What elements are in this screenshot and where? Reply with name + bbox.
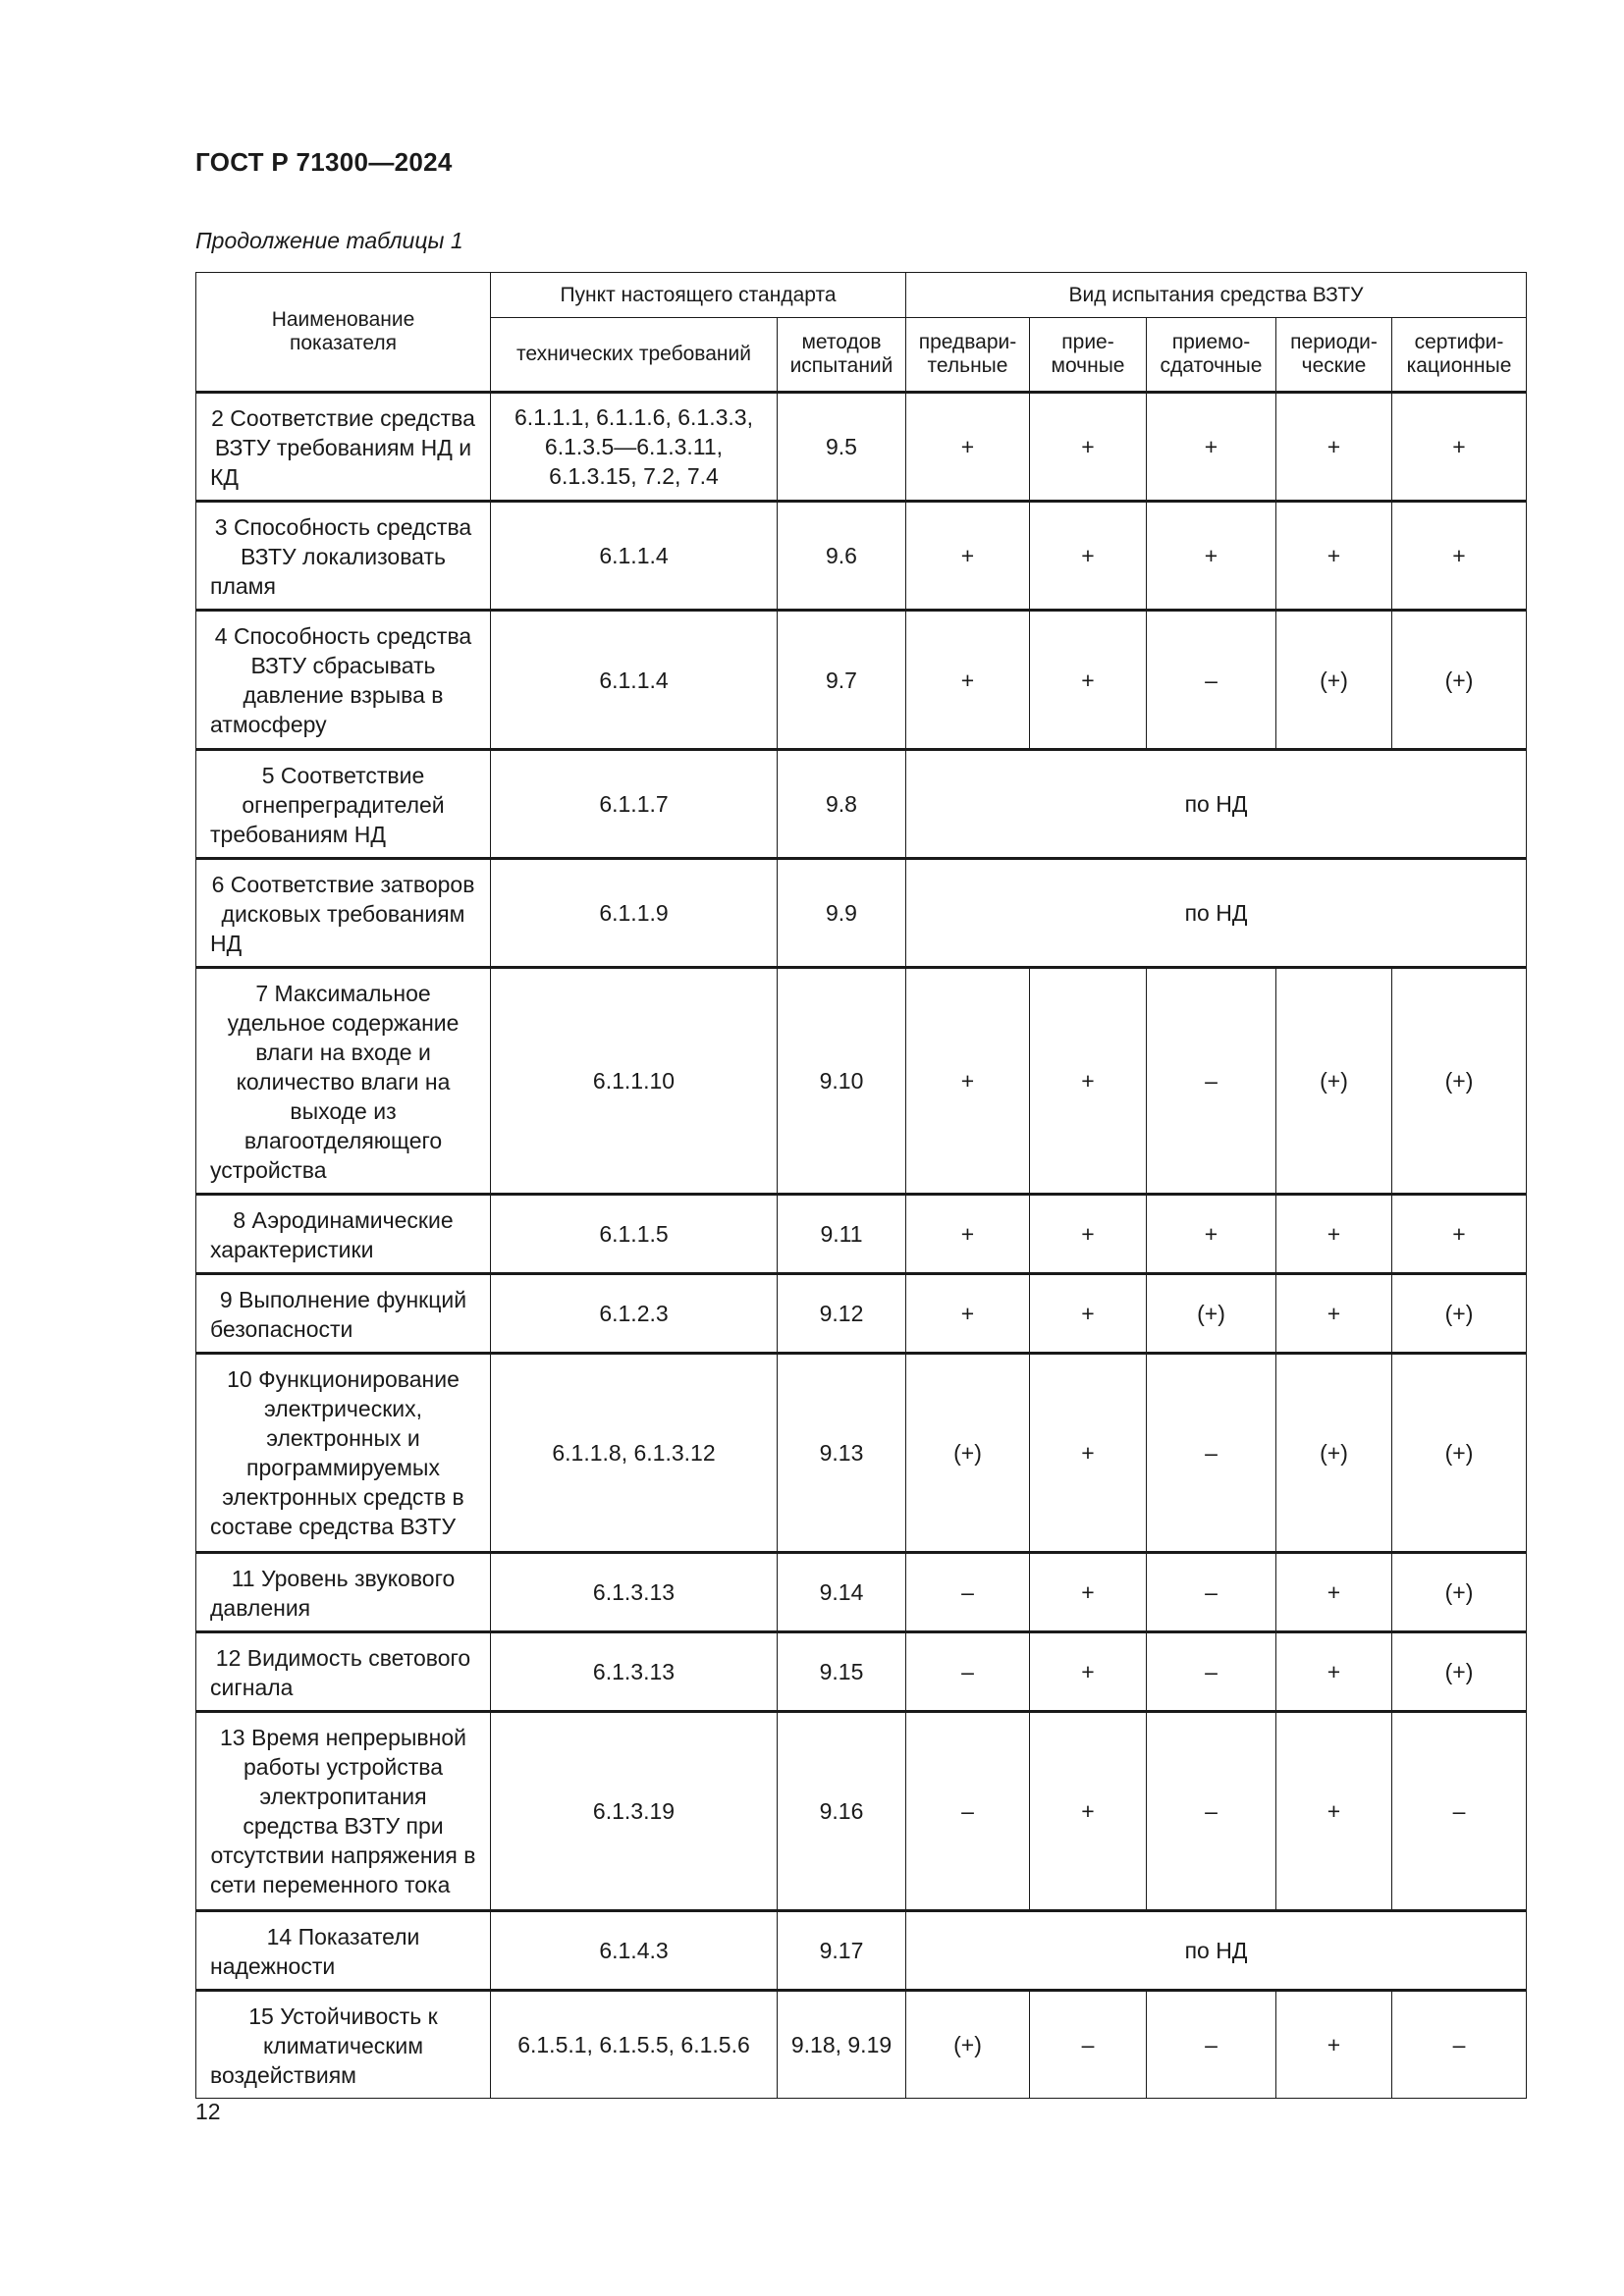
page-number: 12 bbox=[195, 2099, 221, 2124]
test-method-clause: 9.7 bbox=[778, 611, 906, 750]
cell-preliminary: + bbox=[906, 611, 1030, 750]
table-row bbox=[196, 968, 1527, 1195]
test-method-clause: 9.12 bbox=[778, 1274, 906, 1354]
cell-preliminary: + bbox=[906, 968, 1030, 1195]
header-indicator-name: Наименование показателя bbox=[196, 273, 491, 393]
per-nd-note: по НД bbox=[906, 750, 1527, 859]
table-row bbox=[196, 1274, 1527, 1354]
cell-delivery: – bbox=[1147, 1991, 1276, 2099]
cell-periodic: (+) bbox=[1276, 1354, 1392, 1553]
cell-delivery: – bbox=[1147, 1712, 1276, 1911]
cell-delivery: – bbox=[1147, 1354, 1276, 1553]
tech-req-clause: 6.1.3.13 bbox=[491, 1632, 778, 1712]
cell-acceptance: + bbox=[1030, 1354, 1147, 1553]
indicator-name: 9 Выполнение функций безопасности bbox=[196, 1274, 491, 1354]
cell-certification: – bbox=[1392, 1991, 1527, 2099]
cell-delivery: + bbox=[1147, 1195, 1276, 1274]
cell-delivery: – bbox=[1147, 1553, 1276, 1632]
cell-delivery: (+) bbox=[1147, 1274, 1276, 1354]
test-method-clause: 9.5 bbox=[778, 393, 906, 502]
header-tech-requirements: технических требований bbox=[491, 318, 778, 393]
cell-preliminary: + bbox=[906, 502, 1030, 611]
indicator-name: 12 Видимость светового сигнала bbox=[196, 1632, 491, 1712]
cell-preliminary: – bbox=[906, 1712, 1030, 1911]
tech-req-clause: 6.1.1.5 bbox=[491, 1195, 778, 1274]
cell-certification: + bbox=[1392, 502, 1527, 611]
header-periodic: периоди-ческие bbox=[1276, 318, 1392, 393]
cell-acceptance: – bbox=[1030, 1991, 1147, 2099]
tech-req-clause: 6.1.1.9 bbox=[491, 859, 778, 968]
test-method-clause: 9.9 bbox=[778, 859, 906, 968]
indicator-name: 11 Уровень звукового давления bbox=[196, 1553, 491, 1632]
cell-periodic: + bbox=[1276, 1274, 1392, 1354]
cell-periodic: + bbox=[1276, 1195, 1392, 1274]
test-method-clause: 9.10 bbox=[778, 968, 906, 1195]
indicator-name: 6 Соответствие затворов дисковых требованиям НД bbox=[196, 859, 491, 968]
header-certification: сертифи-кационные bbox=[1392, 318, 1527, 393]
cell-periodic: + bbox=[1276, 502, 1392, 611]
cell-periodic: + bbox=[1276, 1991, 1392, 2099]
table-row bbox=[196, 502, 1527, 611]
cell-certification: + bbox=[1392, 1195, 1527, 1274]
cell-certification: (+) bbox=[1392, 968, 1527, 1195]
cell-acceptance: + bbox=[1030, 1712, 1147, 1911]
tech-req-clause: 6.1.2.3 bbox=[491, 1274, 778, 1354]
cell-acceptance: + bbox=[1030, 611, 1147, 750]
header-preliminary: предвари-тельные bbox=[906, 318, 1030, 393]
test-method-clause: 9.13 bbox=[778, 1354, 906, 1553]
cell-preliminary: + bbox=[906, 1274, 1030, 1354]
table-row bbox=[196, 611, 1527, 750]
tech-req-clause: 6.1.4.3 bbox=[491, 1911, 778, 1991]
indicator-name: 4 Способность средства ВЗТУ сбрасывать давление взрыва в атмосферу bbox=[196, 611, 491, 750]
cell-certification: (+) bbox=[1392, 1354, 1527, 1553]
cell-certification: (+) bbox=[1392, 1553, 1527, 1632]
cell-acceptance: + bbox=[1030, 968, 1147, 1195]
cell-acceptance: + bbox=[1030, 393, 1147, 502]
cell-acceptance: + bbox=[1030, 1632, 1147, 1712]
test-method-clause: 9.6 bbox=[778, 502, 906, 611]
cell-delivery: – bbox=[1147, 968, 1276, 1195]
table-row bbox=[196, 750, 1527, 859]
test-method-clause: 9.8 bbox=[778, 750, 906, 859]
test-method-clause: 9.14 bbox=[778, 1553, 906, 1632]
tech-req-clause: 6.1.1.4 bbox=[491, 502, 778, 611]
table-row bbox=[196, 1991, 1527, 2099]
cell-periodic: (+) bbox=[1276, 968, 1392, 1195]
header-test-group: Вид испытания средства ВЗТУ bbox=[906, 273, 1527, 318]
test-method-clause: 9.11 bbox=[778, 1195, 906, 1274]
indicator-name: 15 Устойчивость к климатическим воздействиям bbox=[196, 1991, 491, 2099]
tech-req-clause: 6.1.1.7 bbox=[491, 750, 778, 859]
indicator-name: 5 Соответствие огнепреградителей требованиям НД bbox=[196, 750, 491, 859]
header-delivery: приемо-сдаточные bbox=[1147, 318, 1276, 393]
table-row bbox=[196, 859, 1527, 968]
document-header: ГОСТ Р 71300—2024 bbox=[195, 147, 453, 177]
header-test-methods: методов испытаний bbox=[778, 318, 906, 393]
table-row bbox=[196, 1195, 1527, 1274]
cell-certification: – bbox=[1392, 1712, 1527, 1911]
cell-periodic: (+) bbox=[1276, 611, 1392, 750]
cell-preliminary: (+) bbox=[906, 1354, 1030, 1553]
table-row bbox=[196, 1553, 1527, 1632]
cell-preliminary: (+) bbox=[906, 1991, 1030, 2099]
tech-req-clause: 6.1.1.10 bbox=[491, 968, 778, 1195]
cell-delivery: + bbox=[1147, 393, 1276, 502]
tech-req-clause: 6.1.3.13 bbox=[491, 1553, 778, 1632]
cell-delivery: – bbox=[1147, 611, 1276, 750]
table-row bbox=[196, 393, 1527, 502]
indicator-name: 7 Максимальное удельное содержание влаги на входе и количество влаги на выходе из влагоотделяющего устройства bbox=[196, 968, 491, 1195]
cell-certification: + bbox=[1392, 393, 1527, 502]
cell-certification: (+) bbox=[1392, 1632, 1527, 1712]
indicator-name: 3 Способность средства ВЗТУ локализовать пламя bbox=[196, 502, 491, 611]
cell-certification: (+) bbox=[1392, 611, 1527, 750]
indicator-name: 2 Соответствие средства ВЗТУ требованиям НД и КД bbox=[196, 393, 491, 502]
cell-preliminary: – bbox=[906, 1553, 1030, 1632]
table-row bbox=[196, 1911, 1527, 1991]
cell-acceptance: + bbox=[1030, 1195, 1147, 1274]
cell-preliminary: + bbox=[906, 393, 1030, 502]
cell-acceptance: + bbox=[1030, 1553, 1147, 1632]
cell-preliminary: – bbox=[906, 1632, 1030, 1712]
test-method-clause: 9.17 bbox=[778, 1911, 906, 1991]
tech-req-clause: 6.1.5.1, 6.1.5.5, 6.1.5.6 bbox=[491, 1991, 778, 2099]
per-nd-note: по НД bbox=[906, 1911, 1527, 1991]
cell-periodic: + bbox=[1276, 1553, 1392, 1632]
cell-acceptance: + bbox=[1030, 502, 1147, 611]
test-types-table bbox=[195, 272, 1527, 2099]
indicator-name: 8 Аэродинамические характеристики bbox=[196, 1195, 491, 1274]
header-acceptance: прие-мочные bbox=[1030, 318, 1147, 393]
indicator-name: 14 Показатели надежности bbox=[196, 1911, 491, 1991]
tech-req-clause: 6.1.1.1, 6.1.1.6, 6.1.3.3, 6.1.3.5—6.1.3.11, 6.1.3.15, 7.2, 7.4 bbox=[491, 393, 778, 502]
cell-delivery: + bbox=[1147, 502, 1276, 611]
cell-periodic: + bbox=[1276, 393, 1392, 502]
table-row bbox=[196, 1354, 1527, 1553]
tech-req-clause: 6.1.1.4 bbox=[491, 611, 778, 750]
cell-delivery: – bbox=[1147, 1632, 1276, 1712]
table-body bbox=[196, 393, 1527, 2099]
tech-req-clause: 6.1.1.8, 6.1.3.12 bbox=[491, 1354, 778, 1553]
table-row bbox=[196, 1632, 1527, 1712]
indicator-name: 13 Время непрерывной работы устройства электропитания средства ВЗТУ при отсутствии напряжения в сети переменного тока bbox=[196, 1712, 491, 1911]
cell-preliminary: + bbox=[906, 1195, 1030, 1274]
header-clause-group: Пункт настоящего стандарта bbox=[491, 273, 906, 318]
cell-certification: (+) bbox=[1392, 1274, 1527, 1354]
cell-periodic: + bbox=[1276, 1712, 1392, 1911]
table-caption: Продолжение таблицы 1 bbox=[195, 228, 463, 253]
test-method-clause: 9.16 bbox=[778, 1712, 906, 1911]
table-row bbox=[196, 1712, 1527, 1911]
cell-periodic: + bbox=[1276, 1632, 1392, 1712]
test-method-clause: 9.18, 9.19 bbox=[778, 1991, 906, 2099]
test-method-clause: 9.15 bbox=[778, 1632, 906, 1712]
per-nd-note: по НД bbox=[906, 859, 1527, 968]
indicator-name: 10 Функционирование электрических, электронных и программируемых электронных средств в составе средства ВЗТУ bbox=[196, 1354, 491, 1553]
cell-acceptance: + bbox=[1030, 1274, 1147, 1354]
tech-req-clause: 6.1.3.19 bbox=[491, 1712, 778, 1911]
